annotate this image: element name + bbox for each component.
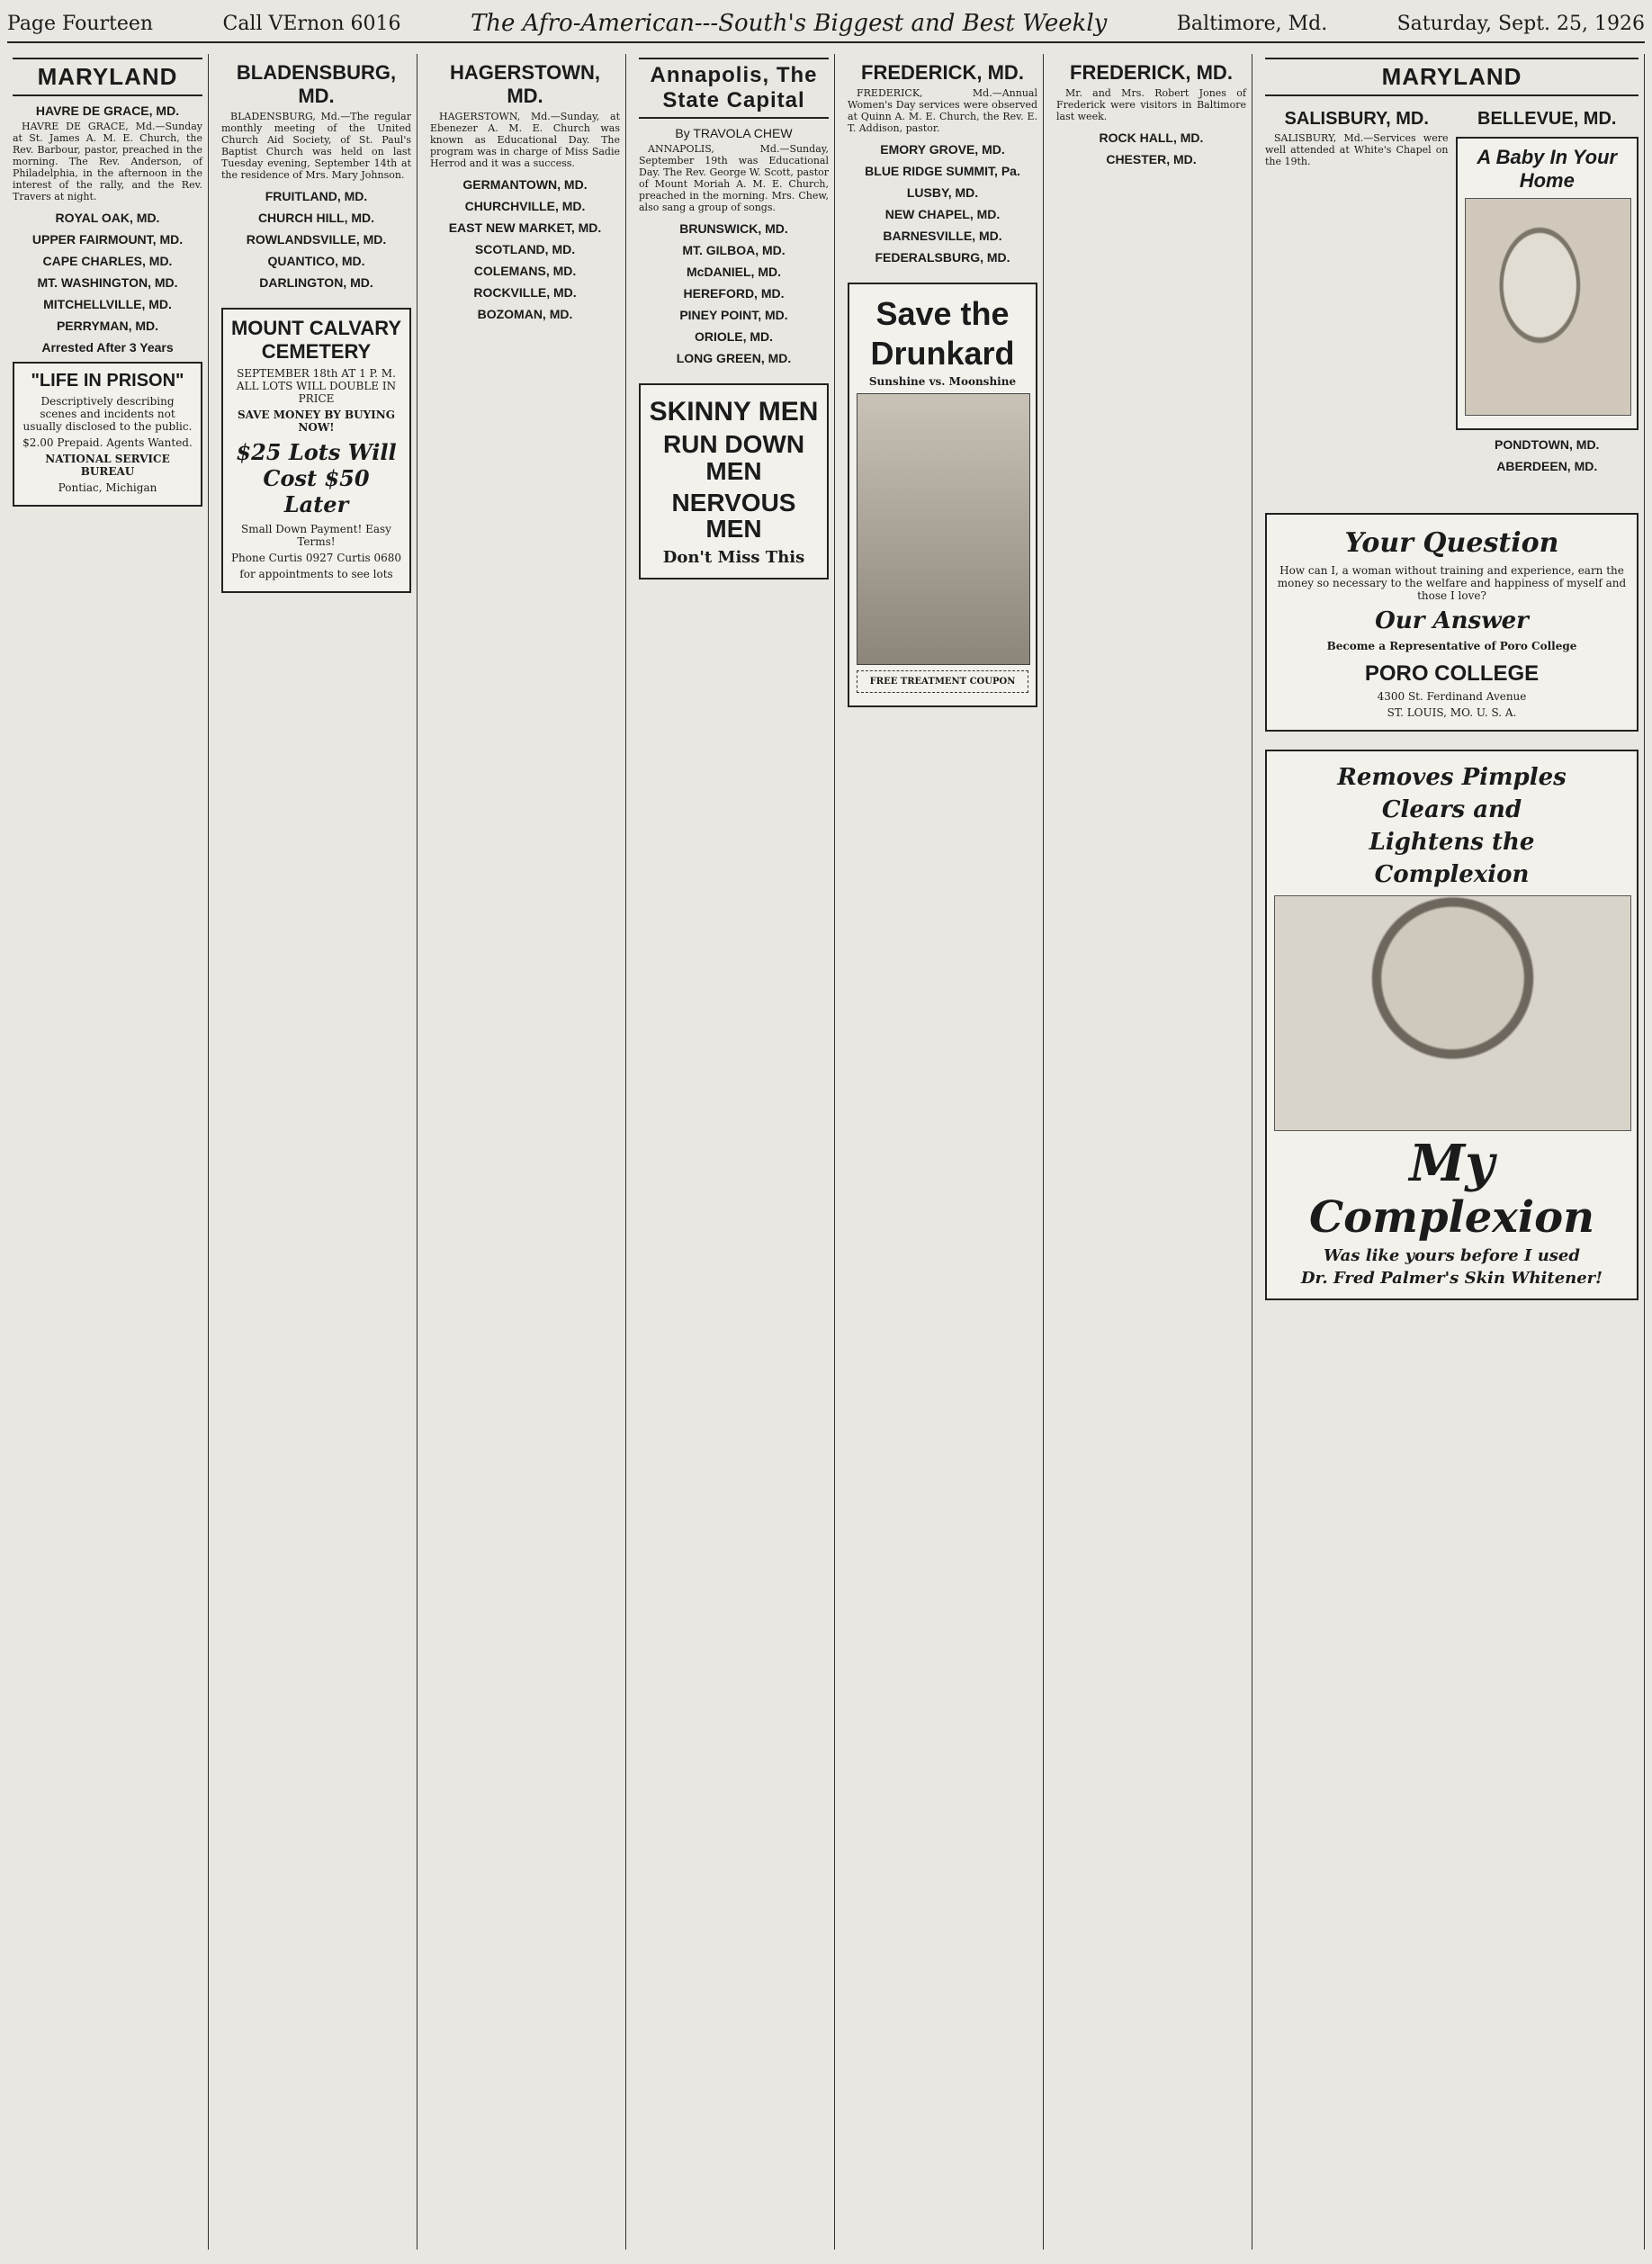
heading-chester: CHESTER, MD.	[1106, 151, 1197, 166]
page-number: Page Fourteen	[7, 12, 154, 35]
palmer-brand: Dr. Fred Palmer's Skin Whitener!	[1300, 1269, 1603, 1288]
heading-lusby: LUSBY, MD.	[906, 184, 979, 200]
free-treatment-coupon[interactable]	[857, 670, 1028, 693]
cemetery-date: SEPTEMBER 18th AT 1 P. M. ALL LOTS WILL DOUBLE IN PRICE	[236, 366, 397, 405]
ad-title-2: Drunkard	[870, 334, 1015, 372]
heading-rockville: ROCKVILLE, MD.	[473, 284, 577, 300]
heading-pondtown: PONDTOWN, MD.	[1495, 437, 1600, 452]
heading-oriole: ORIOLE, MD.	[694, 328, 774, 344]
palmer-ad	[1265, 750, 1639, 1300]
palmer-complexion: Complexion	[1308, 1192, 1595, 1243]
heading-piney-point: PINEY POINT, MD.	[679, 307, 788, 322]
heading-church-hill: CHURCH HILL, MD.	[257, 210, 375, 225]
heading-annapolis: Annapolis, The State Capital	[639, 58, 829, 119]
column-7	[1260, 54, 1645, 2250]
cemetery-terms: Small Down Payment! Easy Terms!	[241, 522, 391, 548]
heading-cape-charles: CAPE CHARLES, MD.	[42, 253, 173, 268]
section-title-2: MARYLAND	[1265, 58, 1639, 96]
phone: Call VErnon 6016	[222, 12, 401, 35]
heading-east-new-market: EAST NEW MARKET, MD.	[448, 220, 602, 235]
section-title: MARYLAND	[13, 58, 202, 96]
heading-new-chapel: NEW CHAPEL, MD.	[884, 206, 1001, 221]
column-6	[1051, 54, 1252, 2250]
cemetery-offer: $25 Lots Will Cost $50 Later	[236, 438, 397, 517]
heading-federalsburg: FEDERALSBURG, MD.	[875, 249, 1010, 265]
column-5	[842, 54, 1044, 2250]
heading-hereford: HEREFORD, MD.	[683, 285, 785, 301]
heading-long-green: LONG GREEN, MD.	[676, 350, 792, 365]
column-3	[425, 54, 626, 2250]
heading-royal-oak: ROYAL OAK, MD.	[55, 210, 160, 225]
palmer-my: My	[1409, 1134, 1495, 1193]
ad-subtitle: Sunshine vs. Moonshine	[868, 375, 1017, 389]
article-text: SALISBURY, Md.—Services were well attended at White's Chapel on the 19th.	[1265, 132, 1449, 167]
column-1	[7, 54, 209, 2250]
heading-hagerstown: HAGERSTOWN, MD.	[449, 61, 601, 107]
heading-darlington: DARLINGTON, MD.	[259, 274, 373, 290]
heading-emory-grove: EMORY GROVE, MD.	[880, 141, 1005, 157]
ad-line-1: SKINNY MEN	[649, 396, 819, 427]
newspaper-title: The Afro-American---South's Biggest and Best Weekly	[470, 10, 1108, 37]
poro-answer-text: Become a Representative of Poro College	[1326, 640, 1577, 652]
city: Baltimore, Md.	[1176, 12, 1328, 35]
cemetery-appointment: for appointments to see lots	[239, 567, 393, 580]
heading-arrested: Arrested After 3 Years	[41, 339, 174, 355]
heading-perryman: PERRYMAN, MD.	[56, 318, 159, 333]
ad-line-4: Don't Miss This	[662, 547, 805, 567]
life-in-prison-ad	[13, 362, 202, 507]
heading-churchville: CHURCHVILLE, MD.	[464, 198, 586, 213]
heading-scotland: SCOTLAND, MD.	[474, 241, 576, 256]
cemetery-title: MOUNT CALVARY CEMETERY	[230, 316, 402, 363]
heading-upper-fairmount: UPPER FAIRMOUNT, MD.	[31, 231, 184, 247]
coupon-title: FREE TREATMENT COUPON	[869, 677, 1016, 687]
ad-city: Pontiac, Michigan	[58, 481, 157, 494]
article-text: Mr. and Mrs. Robert Jones of Frederick were visitors in Baltimore last week.	[1056, 87, 1246, 122]
save-drunkard-ad	[848, 283, 1037, 708]
heading-quantico: QUANTICO, MD.	[267, 253, 365, 268]
heading-bozoman: BOZOMAN, MD.	[477, 306, 573, 321]
article-text: BLADENSBURG, Md.—The regular monthly meeting of the United Church Aid Society, of St. Paul's Baptist Church was held on last Tuesday evening, September 14th at the residence of Mrs. Mary Johnson.	[221, 111, 411, 181]
woman-portrait	[1274, 895, 1631, 1131]
article-text: HAGERSTOWN, Md.—Sunday, at Ebenezer A. M. E. Church was known as Educational Day. The program was in charge of Miss Sadie Herrod and it was a success.	[430, 111, 620, 169]
poro-college-ad	[1265, 513, 1639, 732]
heading-barnesville: BARNESVILLE, MD.	[883, 228, 1002, 243]
poro-answer: Our Answer	[1375, 607, 1529, 634]
column-2	[216, 54, 417, 2250]
article-text: HAVRE DE GRACE, Md.—Sunday at St. James A. M. E. Church, the Rev. Barbour, pastor, preached in the morning. The Rev. Anderson, of Philadelphia, in the afternoon in the interest of the rally, and the Rev. Travers at night.	[13, 121, 202, 202]
heading-mitchellville: MITCHELLVILLE, MD.	[43, 296, 172, 311]
heading-rock-hall: ROCK HALL, MD.	[1099, 130, 1204, 145]
heading-fruitland: FRUITLAND, MD.	[265, 188, 368, 203]
column-4	[633, 54, 835, 2250]
ad-title-1: Save the	[875, 294, 1010, 332]
ad-line-3: NERVOUS MEN	[671, 489, 796, 544]
heading-colemans: COLEMANS, MD.	[473, 263, 577, 278]
cemetery-ad	[221, 308, 411, 593]
heading-rowlandsville: ROWLANDSVILLE, MD.	[246, 231, 387, 247]
palmer-h4: Complexion	[1374, 861, 1530, 888]
heading-havre-de-grace: HAVRE DE GRACE, MD.	[35, 103, 180, 118]
palmer-h3: Lightens the	[1369, 829, 1535, 856]
heading-mt-washington: MT. WASHINGTON, MD.	[37, 274, 178, 290]
baby-ad	[1456, 137, 1639, 430]
palmer-h1: Removes Pimples	[1337, 764, 1567, 791]
heading-frederick-2: FREDERICK, MD.	[1070, 61, 1233, 84]
baby-ad-title: A Baby In Your Home	[1477, 146, 1618, 192]
ad-text: Descriptively describing scenes and incidents not usually disclosed to the public.	[22, 394, 193, 433]
heading-aberdeen: ABERDEEN, MD.	[1496, 459, 1598, 473]
masthead	[7, 5, 1645, 43]
poro-company: PORO COLLEGE	[1364, 661, 1540, 686]
heading-bladensburg: BLADENSBURG, MD.	[236, 61, 397, 107]
heading-blue-ridge-summit: BLUE RIDGE SUMMIT, Pa.	[865, 163, 1020, 178]
poro-question-text: How can I, a woman without training and experience, earn the money so necessary to the welfare and happiness of myself and those I love?	[1277, 564, 1627, 602]
poro-city: ST. LOUIS, MO. U. S. A.	[1387, 706, 1517, 719]
drunkard-illustration	[857, 393, 1030, 665]
baby-illustration	[1465, 198, 1632, 416]
ad-company: NATIONAL SERVICE BUREAU	[45, 452, 170, 478]
heading-bellevue: BELLEVUE, MD.	[1477, 109, 1617, 129]
heading-mcdaniel: McDANIEL, MD.	[687, 264, 781, 279]
palmer-tag: Was like yours before I used	[1324, 1246, 1580, 1265]
heading-frederick: FREDERICK, MD.	[861, 61, 1024, 84]
heading-germantown: GERMANTOWN, MD.	[462, 176, 588, 192]
article-text: FREDERICK, Md.—Annual Women's Day services were observed at Quinn A. M. E. Church, the Rev. E. T. Addison, pastor.	[848, 87, 1037, 134]
issue-date: Saturday, Sept. 25, 1926	[1396, 12, 1645, 35]
ad-title: "LIFE IN PRISON"	[31, 370, 184, 391]
article-text: ANNAPOLIS, Md.—Sunday, September 19th was Educational Day. The Rev. George W. Scott, pastor of Mount Moriah A. M. E. Church, preached in the morning. Mrs. Chew, also sang a group of songs.	[639, 143, 829, 213]
cemetery-phone: Phone Curtis 0927 Curtis 0680	[230, 551, 402, 564]
skinny-men-ad	[639, 383, 829, 579]
poro-question: Your Question	[1344, 527, 1559, 559]
cemetery-save: SAVE MONEY BY BUYING NOW!	[237, 408, 395, 434]
byline: By TRAVOLA CHEW	[675, 126, 793, 140]
heading-brunswick: BRUNSWICK, MD.	[679, 220, 788, 236]
heading-salisbury: SALISBURY, MD.	[1284, 109, 1429, 129]
ad-price: $2.00 Prepaid. Agents Wanted.	[22, 436, 193, 449]
poro-address: 4300 St. Ferdinand Avenue	[1377, 690, 1527, 703]
ad-line-2: RUN DOWN MEN	[662, 430, 805, 485]
heading-mt-gilboa: MT. GILBOA, MD.	[682, 242, 786, 257]
palmer-h2: Clears and	[1381, 796, 1522, 823]
